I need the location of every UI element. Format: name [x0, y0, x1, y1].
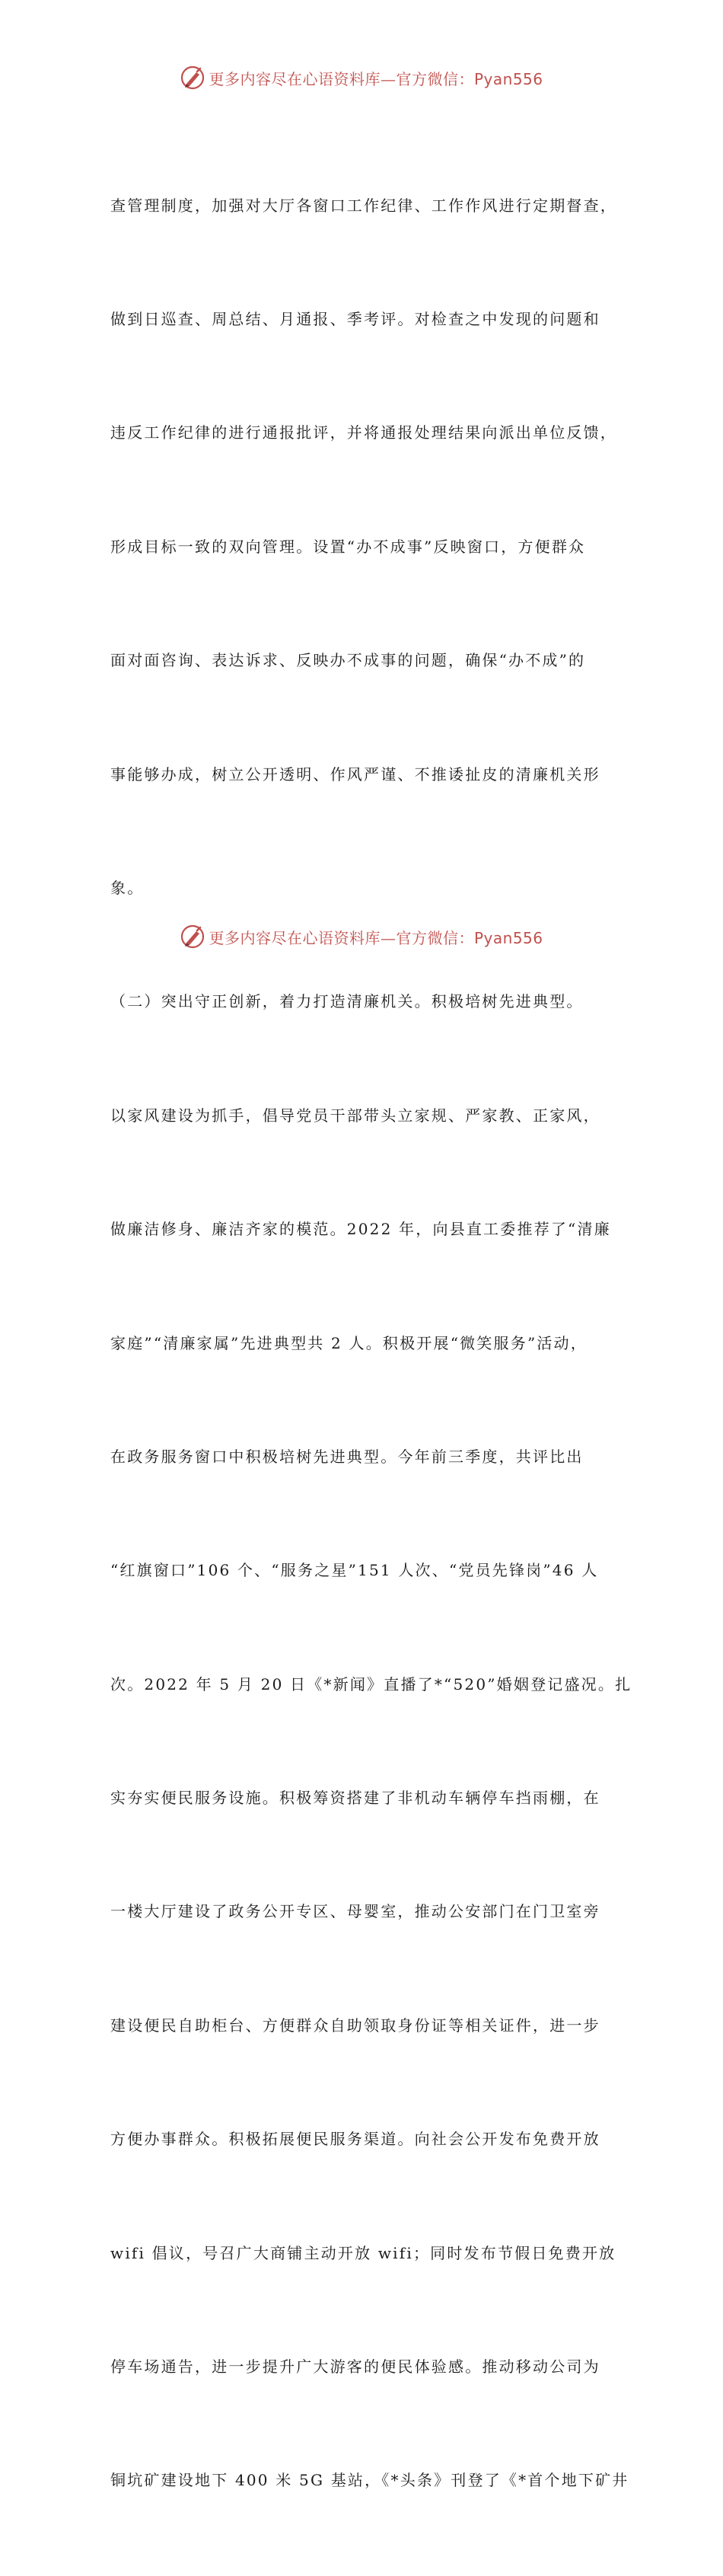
- paragraph: [110, 111, 632, 2576]
- text-line: 建设便民自助柜台、方便群众自助领取身份证等相关证件，进一步: [110, 2016, 600, 2035]
- text-line: 方便办事群众。积极拓展便民服务渠道。向社会公开发布免费开放: [110, 2130, 600, 2149]
- wechat-id: Pyan556: [473, 928, 543, 947]
- pen-logo-icon: [180, 65, 205, 91]
- footer-banner: [0, 920, 723, 953]
- text-line: 次。2022 年 5 月 20 日《*新闻》直播了*“520”婚姻登记盛况。扎: [110, 1674, 632, 1693]
- text-line: 停车场通告，进一步提升广大游客的便民体验感。推动移动公司为: [110, 2357, 600, 2376]
- text-line: 做廉洁修身、廉洁齐家的模范。2022 年，向县直工委推荐了“清廉: [110, 1220, 611, 1239]
- text-line: 铜坑矿建设地下 400 米 5G 基站，《*头条》刊登了《*首个地下矿井: [110, 2471, 629, 2490]
- text-line: 一楼大厅建设了政务公开专区、母婴室，推动公安部门在门卫室旁: [110, 1902, 600, 1921]
- text-line: wifi 倡议，号召广大商铺主动开放 wifi；同时发布节假日免费开放: [110, 2243, 616, 2262]
- text-line: 做到日巡查、周总结、月通报、季考评。对检查之中发现的问题和: [110, 309, 600, 328]
- header-banner: [0, 61, 723, 94]
- text-line: 面对面咨询、表达诉求、反映办不成事的问题，确保“办不成”的: [110, 651, 586, 670]
- text-line: 象。: [110, 878, 145, 897]
- banner-text: 更多内容尽在心语资料库—官方微信：Pyan556: [209, 928, 543, 947]
- pen-logo-icon: [180, 924, 205, 950]
- text-line: “红旗窗口”106 个、“服务之星”151 人次、“党员先锋岗”46 人: [110, 1561, 599, 1580]
- text-line: 在政务服务窗口中积极培树先进典型。今年前三季度，共评比出: [110, 1447, 584, 1466]
- text-line: 形成目标一致的双向管理。设置“办不成事”反映窗口，方便群众: [110, 537, 586, 556]
- text-line: 实夯实便民服务设施。积极筹资搭建了非机动车辆停车挡雨棚，在: [110, 1789, 600, 1808]
- text-line: 事能够办成，树立公开透明、作风严谨、不推诿扯皮的清廉机关形: [110, 765, 600, 784]
- text-line: 以家风建设为抓手，倡导党员干部带头立家规、严家教、正家风，: [110, 1106, 600, 1125]
- text-line: 查管理制度，加强对大厅各窗口工作纪律、工作作风进行定期督查，: [110, 196, 617, 215]
- document-body: [110, 111, 632, 2576]
- banner-text: 更多内容尽在心语资料库—官方微信：Pyan556: [209, 69, 543, 88]
- wechat-id: Pyan556: [473, 69, 543, 88]
- text-line: 家庭”“清廉家属”先进典型共 2 人。积极开展“微笑服务”活动，: [110, 1333, 588, 1352]
- text-line: （二）突出守正创新，着力打造清廉机关。积极培树先进典型。: [110, 992, 584, 1011]
- text-line: 违反工作纪律的进行通报批评，并将通报处理结果向派出单位反馈，: [110, 423, 617, 442]
